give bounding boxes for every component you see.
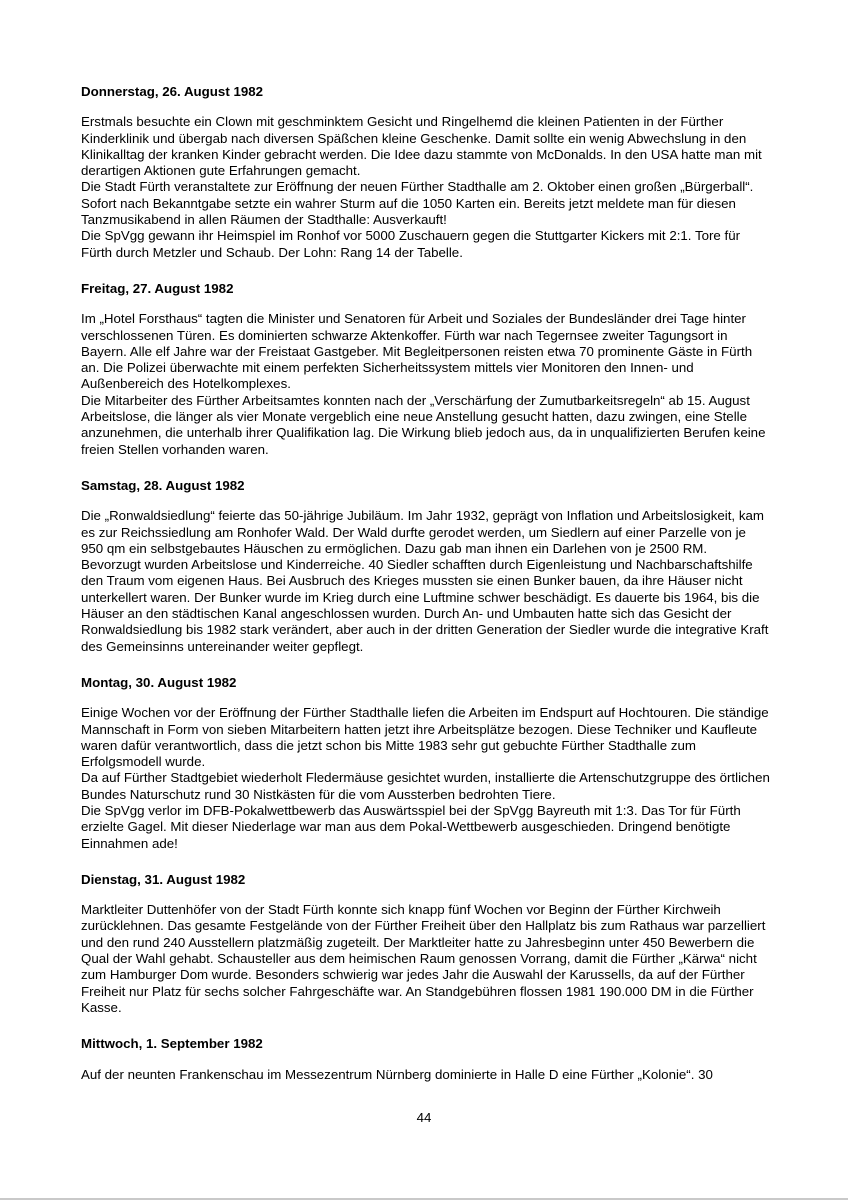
page-number: 44: [416, 1110, 432, 1125]
entry-paragraph: Die Mitarbeiter des Fürther Arbeitsamtes konnten nach der „Verschärfung der Zumutbarkeitsregeln“ ab 15. August Arbeitslose, die länger als vier Monate vergeblich eine neue Anstellung gesucht hatten, dazu zwingen, eine Stelle anzunehmen, die unterhalb ihrer Qualifikation lag. Die Wirkung blieb jedoch aus, da in unqualifizierten Berufen keine freien Stellen vorhanden waren.: [81, 392, 766, 457]
diary-entry: [81, 84, 770, 261]
entry-date-heading: Freitag, 27. August 1982: [81, 280, 234, 296]
diary-entry: [81, 872, 770, 1016]
entry-paragraph: Die „Ronwaldsiedlung“ feierte das 50-jährige Jubiläum. Im Jahr 1932, geprägt von Inflation und Arbeitslosigkeit, kam es zur Reichssiedlung am Ronhofer Wald. Der Wald durfte gerodet werden, um Siedlern auf einer Parzelle von je 950 qm ein selbstgebautes Häuschen zu ermöglichen. Dazu gab man ihnen ein Darlehen von je 2500 RM. Bevorzugt wurden Arbeitslose und Kinderreiche. 40 Siedler schafften durch Eigenleistung und Nachbarschaftshilfe den Traum vom eigenen Haus. Bei Ausbruch des Krieges mussten sie einen Bunker bauen, da ihre Häuser nicht unterkellert waren. Der Bunker wurde im Krieg durch eine Luftmine schwer beschädigt. Es dauerte bis 1964, bis die Häuser an den städtischen Kanal angeschlossen wurden. Durch An- und Umbauten hatte sich das Gesicht der Ronwaldsiedlung bis 1982 stark verändert, aber auch in der dritten Generation der Siedler wurde die integrative Kraft des Gemeinsinns untereinander weiter gepflegt.: [81, 508, 769, 654]
entry-date-heading: Montag, 30. August 1982: [81, 674, 237, 690]
entry-paragraph: Marktleiter Duttenhöfer von der Stadt Fürth konnte sich knapp fünf Wochen vor Beginn der Fürther Kirchweih zurücklehnen. Das gesamte Festgelände von der Fürther Freiheit über den Hallplatz bis zum Rathaus war parzelliert und den rund 240 Ausstellern platzmäßig zugeteilt. Der Marktleiter hatte zu Jahresbeginn unter 450 Bewerbern die Qual der Wahl gehabt. Schausteller aus dem heimischen Raum genossen Vorrang, damit die Fürther „Kärwa“ nicht zum Hamburger Dom wurde. Besonders schwierig war jedes Jahr die Auswahl der Karussells, da auf der Fürther Freiheit nur Platz für sechs solcher Fahrgeschäfte war. An Standgebühren flossen 1981 190.000 DM in die Fürther Kasse.: [81, 902, 766, 1015]
entry-date-heading: Mittwoch, 1. September 1982: [81, 1036, 263, 1052]
entry-paragraph: Die SpVgg gewann ihr Heimspiel im Ronhof vor 5000 Zuschauern gegen die Stuttgarter Kickers mit 2:1. Tore für Fürth durch Metzler und Schaub. Der Lohn: Rang 14 der Tabelle.: [81, 228, 741, 260]
entry-paragraph: Da auf Fürther Stadtgebiet wiederholt Fledermäuse gesichtet wurden, installierte die Artenschutzgruppe des örtlichen Bundes Naturschutz rund 30 Nistkästen für die vom Aussterben bedrohten Tiere.: [81, 770, 770, 802]
diary-entry: [81, 1036, 770, 1083]
entry-paragraph: Auf der neunten Frankenschau im Messezentrum Nürnberg dominierte in Halle D eine Fürther „Kolonie“. 30: [81, 1066, 713, 1082]
entry-date-heading: Dienstag, 31. August 1982: [81, 871, 246, 887]
entry-date-heading: Samstag, 28. August 1982: [81, 477, 245, 493]
entry-paragraph: Einige Wochen vor der Eröffnung der Fürther Stadthalle liefen die Arbeiten im Endspurt auf Hochtouren. Die ständige Mannschaft in Form von sieben Mitarbeitern hatten jetzt ihre Arbeitsplätze bezogen. Diese Techniker und Kaufleute waren dafür verantwortlich, dass die jetzt schon bis Mitte 1983 sehr gut gebuchte Fürther Stadthalle zum Erfolgsmodell wurde.: [81, 705, 769, 770]
diary-entry: [81, 478, 770, 655]
entry-paragraph: Erstmals besuchte ein Clown mit geschminktem Gesicht und Ringelhemd die kleinen Patienten in der Fürther Kinderklinik und übergab nach diversen Späßchen kleine Geschenke. Damit sollte ein wenig Abwechslung in den Klinikalltag der kranken Kinder gebracht werden. Die Idee dazu stammte von McDonalds. In den USA hatte man mit derartigen Aktionen gute Erfahrungen gemacht.: [81, 114, 762, 179]
diary-entry: [81, 675, 770, 852]
diary-entry: [81, 281, 770, 458]
document-content: [81, 84, 770, 1083]
entry-paragraph: Die Stadt Fürth veranstaltete zur Eröffnung der neuen Fürther Stadthalle am 2. Oktober einen großen „Bürgerball“. Sofort nach Bekanntgabe setzte ein wahrer Sturm auf die 1050 Karten ein. Bereits jetzt meldete man für diesen Tanzmusikabend in allen Räumen der Stadthalle: Ausverkauft!: [81, 179, 754, 228]
entry-date-heading: Donnerstag, 26. August 1982: [81, 84, 264, 99]
entry-paragraph: Die SpVgg verlor im DFB-Pokalwettbewerb das Auswärtsspiel bei der SpVgg Bayreuth mit 1:3. Das Tor für Fürth erzielte Gagel. Mit dieser Niederlage war man aus dem Pokal-Wettbewerb ausgeschieden. Dringend benötigte Einnahmen ade!: [81, 802, 741, 851]
entry-paragraph: Im „Hotel Forsthaus“ tagten die Minister und Senatoren für Arbeit und Soziales der Bundesländer drei Tage hinter verschlossenen Türen. Es dominierten schwarze Aktenkoffer. Fürth war nach Tegernsee zweiter Tagungsort in Bayern. Alle elf Jahre war der Freistaat Gastgeber. Mit Begleitpersonen reisten etwa 70 prominente Gäste in Fürth an. Die Polizei überwachte mit einem perfekten Sicherheitssystem mittels vier Monitoren den Innen- und Außenbereich des Hotelkomplexes.: [81, 311, 753, 392]
